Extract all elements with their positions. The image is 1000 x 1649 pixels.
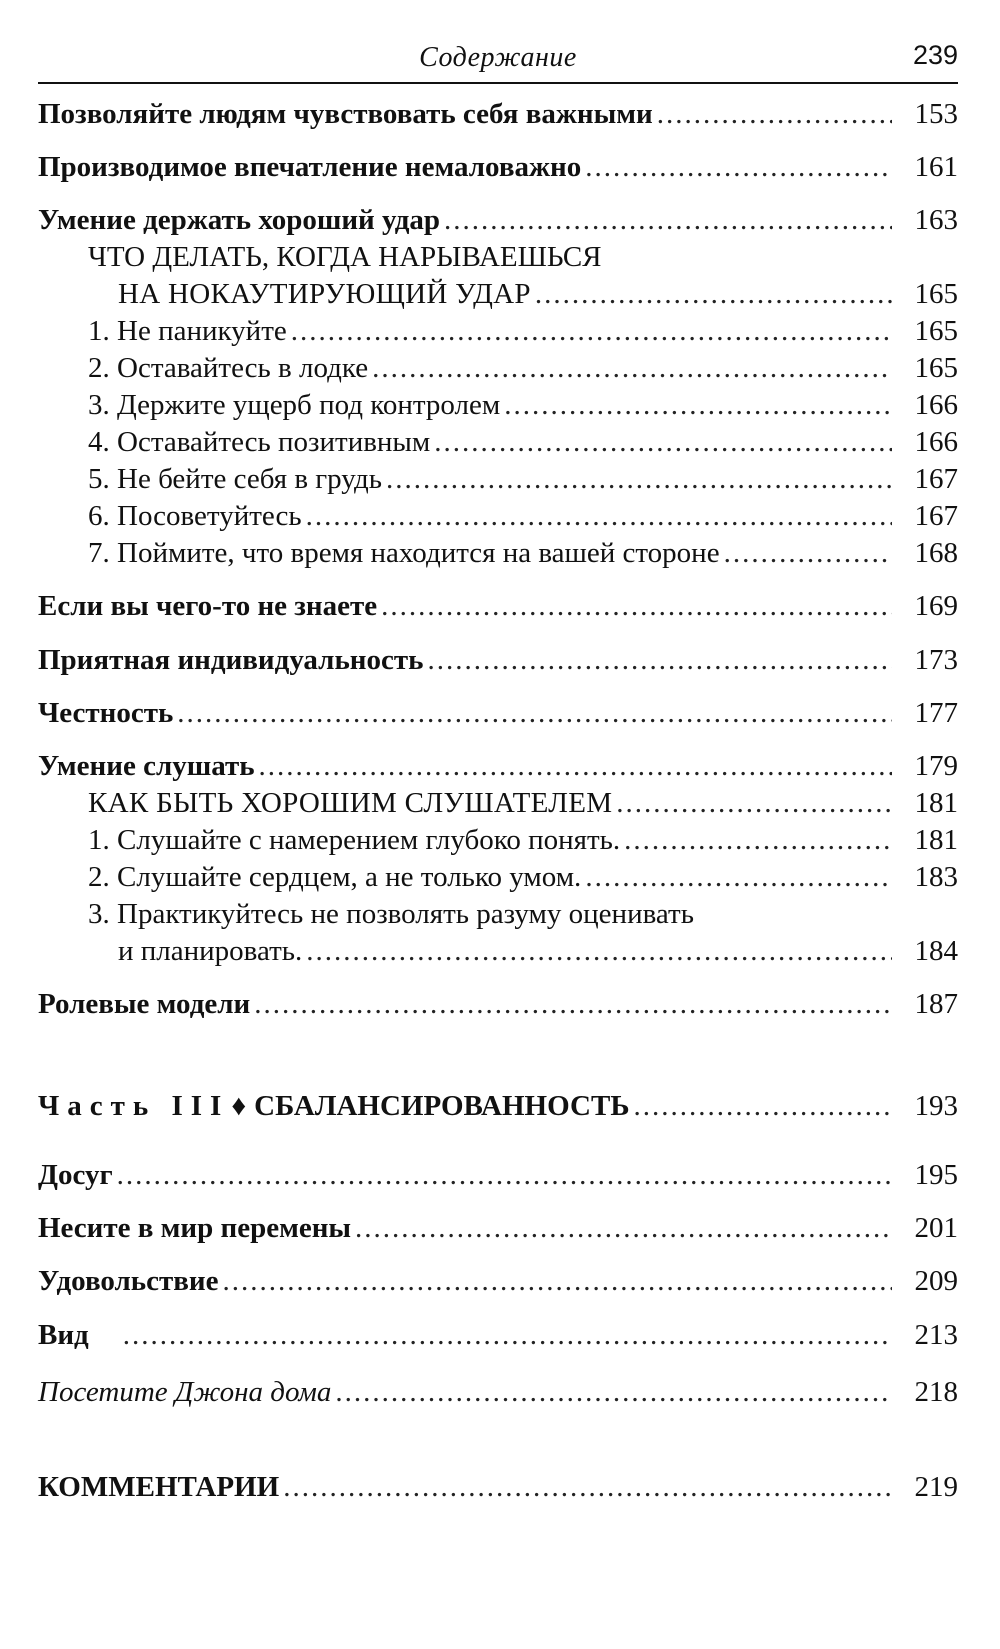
toc-entry[interactable]: [38, 587, 958, 625]
toc-entry-page: 218: [914, 1376, 958, 1408]
toc-entry[interactable]: [38, 985, 958, 1023]
toc-entry-title: Умение слушать: [38, 750, 255, 782]
toc-entry-title: Производимое впечатление немаловажно: [38, 151, 582, 183]
toc-entry[interactable]: [88, 497, 958, 535]
toc-entry-page: 184: [914, 935, 958, 967]
toc-entry[interactable]: [38, 747, 958, 785]
toc-part-entry[interactable]: [38, 1087, 958, 1125]
toc-entry-title: 3. Держите ущерб под контролем: [88, 389, 501, 421]
toc-entry-page: 166: [914, 426, 958, 458]
toc-entry-title: Удовольствие: [38, 1265, 219, 1297]
dot-leader: [254, 985, 892, 1023]
toc-entry[interactable]: [38, 1262, 958, 1300]
dot-leader: [381, 587, 892, 625]
toc-entry[interactable]: [38, 1156, 958, 1194]
dot-leader: [634, 1087, 893, 1125]
toc-entry-page: 167: [914, 463, 958, 495]
toc-entry-title: 1. Слушайте с намерением глубоко понять.: [88, 824, 621, 856]
dot-leader: [259, 747, 892, 785]
toc-entry-page: 187: [914, 988, 958, 1020]
toc-entry-title: Посетите Джона дома: [38, 1376, 332, 1408]
toc-entry-title: Позволяйте людям чувствовать себя важными: [38, 98, 653, 130]
dot-leader: [123, 1316, 892, 1354]
toc-entry-page: 193: [914, 1090, 958, 1122]
toc-entry-page: 168: [914, 537, 958, 569]
toc-entry-page: 167: [914, 500, 958, 532]
toc-entry-title: 1. Не паникуйте: [88, 315, 287, 347]
dot-leader: [444, 201, 892, 239]
toc-entry[interactable]: [88, 534, 958, 572]
dot-leader: [427, 641, 892, 679]
toc-entry-title: КАК БЫТЬ ХОРОШИМ СЛУШАТЕЛЕМ: [88, 787, 613, 819]
toc-entry-title: Досуг: [38, 1159, 113, 1191]
dot-leader: [724, 534, 892, 572]
toc-entry[interactable]: [38, 201, 958, 239]
toc-entry[interactable]: [38, 694, 958, 732]
toc-entry-title: Несите в мир перемены: [38, 1212, 352, 1244]
toc-entry-page: 183: [914, 861, 958, 893]
dot-leader: [616, 784, 892, 822]
header-rule: [38, 82, 958, 84]
toc-entry-page: 219: [914, 1471, 958, 1503]
toc-entry-title: 2. Слушайте сердцем, а не только умом.: [88, 861, 582, 893]
toc-entry-title: Умение держать хороший удар: [38, 204, 440, 236]
toc-entry[interactable]: [118, 932, 958, 970]
toc-entry-line1: 3. Практикуйтесь не позволять разуму оценивать: [88, 898, 694, 930]
toc-entry-title: Ролевые модели: [38, 988, 251, 1020]
toc-entry[interactable]: [88, 423, 958, 461]
dot-leader: [177, 694, 892, 732]
dot-leader: [306, 497, 892, 535]
toc-entry-page: 153: [914, 98, 958, 130]
toc-entry[interactable]: [88, 349, 958, 387]
toc-entry-title: 4. Оставайтесь позитивным: [88, 426, 431, 458]
dot-leader: [657, 95, 892, 133]
toc-entry-page: 179: [914, 750, 958, 782]
toc-entry-title: 6. Посоветуйтесь: [88, 500, 302, 532]
running-head: [38, 38, 958, 78]
dot-leader: [585, 148, 892, 186]
toc-entry-page: 201: [914, 1212, 958, 1244]
toc-entry[interactable]: [88, 312, 958, 350]
dot-leader: [535, 275, 892, 313]
toc-entry-title: 5. Не бейте себя в грудь: [88, 463, 382, 495]
toc-entry-page: 169: [914, 590, 958, 622]
toc-entry-page: 166: [914, 389, 958, 421]
toc-entry-page: 165: [914, 352, 958, 384]
diamond-icon: ♦: [231, 1090, 247, 1122]
toc-entry-title: НА НОКАУТИРУЮЩИЙ УДАР: [118, 278, 531, 310]
toc-entry[interactable]: [38, 641, 958, 679]
toc-entry-page: 181: [914, 824, 958, 856]
toc-entry-title: и планировать.: [118, 935, 303, 967]
running-title: Содержание: [419, 42, 577, 73]
dot-leader: [291, 312, 892, 350]
dot-leader: [306, 932, 892, 970]
dot-leader: [386, 460, 892, 498]
toc-entry[interactable]: [38, 1316, 958, 1354]
toc-subheading-line1: ЧТО ДЕЛАТЬ, КОГДА НАРЫВАЕШЬСЯ: [88, 241, 602, 273]
dot-leader: [434, 423, 892, 461]
toc-entry[interactable]: [88, 386, 958, 424]
toc-entry-page: 181: [914, 787, 958, 819]
toc-entry[interactable]: [88, 858, 958, 896]
toc-entry[interactable]: [38, 95, 958, 133]
toc-entry-page: 173: [914, 644, 958, 676]
toc-entry[interactable]: [38, 148, 958, 186]
part-label: Часть III: [38, 1090, 230, 1122]
toc-entry-page: 209: [914, 1265, 958, 1297]
dot-leader: [223, 1262, 893, 1300]
toc-entry-title: Вид: [38, 1319, 89, 1351]
toc-entry-title: 2. Оставайтесь в лодке: [88, 352, 369, 384]
toc-entry-title: Если вы чего-то не знаете: [38, 590, 378, 622]
toc-entry-page: 161: [914, 151, 958, 183]
toc-entry-title: Честность: [38, 697, 174, 729]
dot-leader: [355, 1209, 892, 1247]
dot-leader: [504, 386, 892, 424]
dot-leader: [117, 1156, 892, 1194]
dot-leader: [624, 821, 892, 859]
toc-entry[interactable]: [118, 275, 958, 313]
toc-entry[interactable]: [38, 1373, 958, 1411]
dot-leader: [585, 858, 892, 896]
toc-entry-title: 7. Поймите, что время находится на вашей стороне: [88, 537, 720, 569]
toc-entry[interactable]: [88, 821, 958, 859]
dot-leader: [283, 1468, 892, 1506]
toc-entry-page: 177: [914, 697, 958, 729]
toc-entry[interactable]: [88, 460, 958, 498]
toc-entry-page: 165: [914, 278, 958, 310]
toc-entry-title: СБАЛАНСИРОВАННОСТЬ: [254, 1090, 630, 1122]
toc-entry[interactable]: [38, 1209, 958, 1247]
dot-leader: [372, 349, 892, 387]
toc-entry-title: КОММЕНТАРИИ: [38, 1471, 280, 1503]
toc-entry-page: 163: [914, 204, 958, 236]
contents-page: [38, 38, 958, 1628]
toc-entry-page: 213: [914, 1319, 958, 1351]
toc-entry[interactable]: [38, 1468, 958, 1506]
toc-entry[interactable]: [88, 784, 958, 822]
page-number: 239: [912, 40, 958, 70]
toc-entry-page: 195: [914, 1159, 958, 1191]
dot-leader: [335, 1373, 892, 1411]
toc-entry-title: Приятная индивидуальность: [38, 644, 424, 676]
toc-entry-page: 165: [914, 315, 958, 347]
